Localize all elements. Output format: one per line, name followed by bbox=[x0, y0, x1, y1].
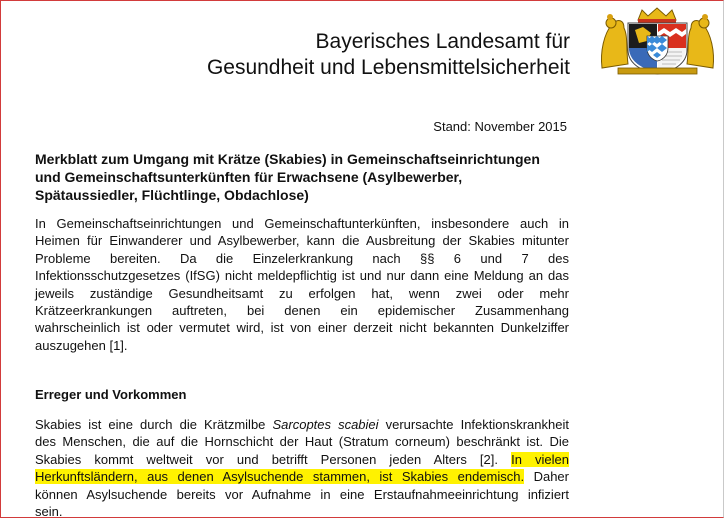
paragraph-line bbox=[35, 451, 569, 468]
authority-line-1: Bayerisches Landesamt für bbox=[315, 30, 570, 53]
paragraph-line: jeweils zuständige Gesundheitsamt zu erfolgen hat, wenn zwei oder mehr bbox=[35, 285, 569, 301]
highlighted-text: Herkunftsländern, aus denen Asylsuchende stammen, ist Skabies endemisch. bbox=[35, 469, 525, 485]
authority-line-2: Gesundheit und Lebensmittelsicherheit bbox=[206, 56, 570, 79]
highlighted-text: In vielen bbox=[511, 451, 569, 467]
title-line: Spätaussiedler, Flüchtlinge, Obdachlose) bbox=[35, 187, 309, 203]
text-run: Daher bbox=[524, 469, 569, 485]
section-paragraph bbox=[35, 416, 569, 518]
paragraph-line: Infektionsschutzgesetzes (IfSG) nicht meldepflichtig ist und nur dann eine Meldung an das bbox=[35, 268, 569, 284]
bavarian-coat-of-arms-icon bbox=[598, 6, 717, 76]
authority-name bbox=[207, 29, 570, 81]
paragraph-line: In Gemeinschaftseinrichtungen und Gemeinschaftunterkünften, insbesondere auch in bbox=[35, 216, 569, 231]
section-heading: Erreger und Vorkommen bbox=[35, 387, 187, 402]
title-line: Merkblatt zum Umgang mit Krätze (Skabies) in Gemeinschaftseinrichtungen bbox=[35, 151, 540, 167]
paragraph-line: des Menschen, die auf die Hornschicht der Haut (Stratum corneum) beschränkt ist. Die bbox=[35, 434, 569, 450]
paragraph-line: Probleme bereiten. Da die Einzelerkrankung nach §§ 6 und 7 des bbox=[35, 250, 569, 266]
title-line: und Gemeinschaftsunterkünften für Erwachsene (Asylbewerber, bbox=[35, 169, 463, 185]
paragraph-line: sein. bbox=[35, 504, 63, 518]
text-run: Skabies kommt weltweit vor und betrifft Personen jeden Alters [2]. bbox=[35, 451, 512, 467]
text-run: Skabies ist eine durch die Krätzmilbe bbox=[35, 417, 273, 432]
paragraph-line bbox=[35, 468, 569, 485]
paragraph-line: Krätzeerkrankungen auftreten, bei denen ein epidemischer Zusammenhang bbox=[35, 303, 569, 319]
paragraph-line: können Asylsuchende bereits vor Aufnahme in eine Erstaufnahmeeinrichtung infiziert bbox=[35, 486, 569, 502]
text-run: verursachte Infektionskrankheit bbox=[378, 417, 569, 432]
paragraph-line: wahrscheinlich ist oder vermutet wird, ist von einer derzeit nicht bekannten Dunkelziffer bbox=[35, 320, 569, 336]
intro-paragraph bbox=[35, 215, 569, 354]
document-date: Stand: November 2015 bbox=[433, 119, 567, 134]
paragraph-line bbox=[35, 416, 569, 433]
species-name: Sarcoptes scabiei bbox=[272, 417, 379, 432]
paragraph-line: Heimen für Einwanderer und Asylbewerber, kann die Ausbreitung der Skabies mitunter bbox=[35, 233, 569, 249]
paragraph-line: auszugehen [1]. bbox=[35, 337, 128, 353]
document-title bbox=[35, 150, 575, 204]
